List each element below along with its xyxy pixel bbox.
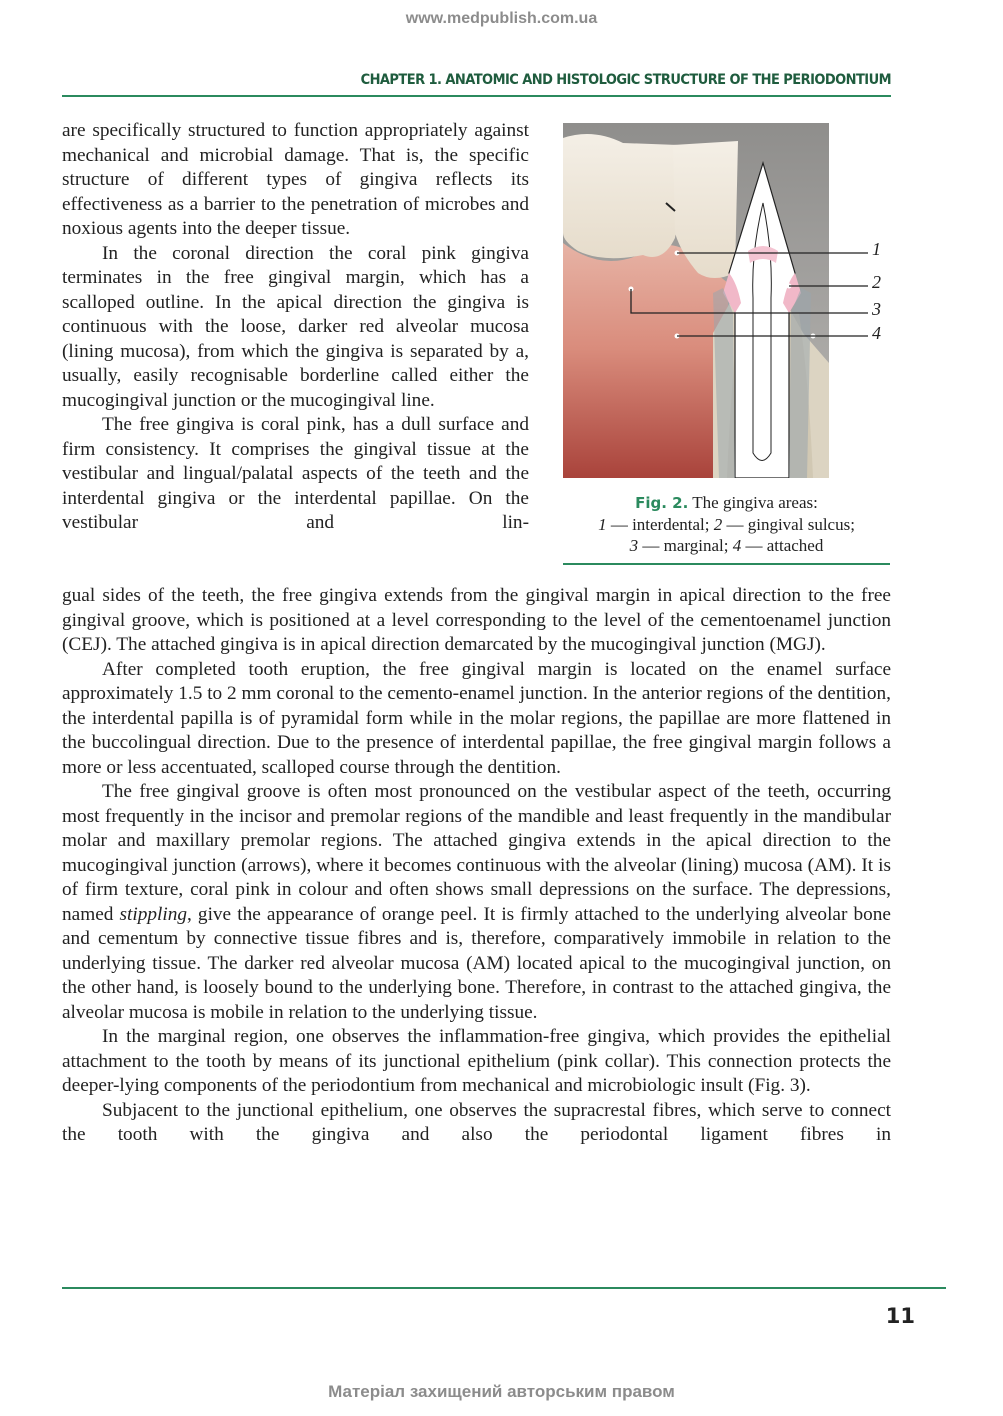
paragraph: Subjacent to the junctional epithelium, one observes the supracrestal fibres, which serve to connect the tooth with the gingiva and also the periodontal ligament fibres in <box>62 1099 891 1145</box>
paragraph: In the coronal direction the coral pink gingiva terminates in the free gingival margin, which has a scalloped outline. In the apical direction the gingiva is continuous with the loose, darker red alveolar mucosa (lining mucosa), from which the gingiva is separated by a, usually, easily recognisable borderline called either the mucogingival junction or the mucogingival line. <box>62 242 529 411</box>
figure-caption <box>563 492 890 556</box>
footer-rule <box>62 1287 946 1289</box>
stippling-after: , give the appearance of orange peel. It is firmly attached to the underlying alveolar bone and cementum by connective tissue fibres and is, therefore, comparatively immobile in relation to the underlying tissue. The darker red alveolar mucosa (AM) located apical to the mucogingival junction, on the other hand, is loosely bound to the underlying bone. Therefore, in contrast to the attached gingiva, the alveolar mucosa is mobile in relation to the underlying tissue. <box>62 903 891 1023</box>
paragraph: After completed tooth eruption, the free gingival margin is located on the enamel surface approximately 1.5 to 2 mm coronal to the cemento-enamel junction. In the anterior regions of the dentition, the interdental papilla is of pyramidal form while in the molar regions, the papillae are more flattened in the buccolingual direction. Due to the presence of interdental papillae, the free gingival margin follows a more or less accentuated, scalloped course through the dentition. <box>62 658 891 778</box>
paragraph: are specifically structured to function appropriately against mechanical and microbial damage. That is, the specific structure of different types of gingiva reflects its effectiveness as a barrier to the penetration of microbes and noxious agents into the deeper tissue. <box>62 120 529 239</box>
caption-item-text: — interdental; <box>606 515 714 534</box>
pointer-dot-3 <box>629 287 634 292</box>
figure-label-4: 4 <box>872 323 881 343</box>
pointer-dot-4b <box>811 334 816 339</box>
pointer-dot-1 <box>675 251 680 256</box>
incisor-left <box>563 134 680 258</box>
gingiva-illustration <box>563 123 829 478</box>
pointer-dot-2 <box>787 284 792 289</box>
header-rule <box>62 95 891 97</box>
running-head: CHAPTER 1. ANATOMIC AND HISTOLOGIC STRUCTURE OF THE PERIODONTIUM <box>360 72 891 88</box>
page-number: 11 <box>885 1304 915 1328</box>
figure-caption-tag: Fig. 2. <box>635 494 689 512</box>
paragraph: In the marginal region, one observes the inflammation-free gingiva, which provides the epithelial attachment to the tooth by means of its junctional epithelium (pink collar). This connection protects the deeper-lying components of the periodontium from mechanical and microbiologic insult (Fig. 3). <box>62 1026 891 1096</box>
paragraph-free-gingiva-continued: gual sides of the teeth, the free gingiva extends from the gingival margin in apical direction to the free gingival groove, which is positioned at a level corresponding to the level of the cementoenamel junction (CEJ). The attached gingiva is in apical direction demarcated by the mucogingival junction (MGJ). <box>62 585 891 655</box>
pulp-canal <box>753 203 772 461</box>
caption-item-text: — gingival sulcus; <box>722 515 855 534</box>
gingiva-tissue <box>563 243 728 478</box>
pointer-dot-4 <box>675 334 680 339</box>
figure-caption-title: The gingiva areas: <box>688 493 818 512</box>
caption-item-text: — marginal; <box>638 536 733 555</box>
caption-item-num: 3 <box>629 536 639 555</box>
gingiva-figure <box>563 123 829 478</box>
watermark-top: www.medpublish.com.ua <box>405 10 598 27</box>
caption-item-num: 4 <box>732 536 742 555</box>
paragraph-free-gingiva-start: The free gingiva is coral pink, has a dull surface and firm consistency. It comprises the gingival tissue at the vestibular and lingual/palatal aspects of the teeth and the interdental gingiva or the interdental papillae. On the vestibular and lin- <box>62 414 529 533</box>
figure-label-3: 3 <box>872 299 881 319</box>
watermark-bottom: Матеріал захищений авторським правом <box>328 1382 675 1401</box>
left-column <box>62 119 529 536</box>
stippling-before: The free gingival groove is often most pronounced on the vestibular aspect of the teeth, occurring most frequently in the incisor and premolar regions of the mandible and least frequently in the mandibular molar and maxillary premolar regions. The attached gingiva extends in the apical direction to the mucogingival junction (arrows), where it becomes continuous with the alveolar (lining) mucosa (AM). It is of firm texture, coral pink in colour and often shows small depressions on the surface. The depressions, named <box>62 781 891 925</box>
caption-rule <box>563 563 890 565</box>
figure-label-1: 1 <box>872 239 881 259</box>
paragraph-stippling <box>62 780 891 1025</box>
caption-item-num: 1 <box>598 515 607 534</box>
full-width-text <box>62 584 891 1148</box>
caption-item-num: 2 <box>713 515 723 534</box>
figure-label-2: 2 <box>872 272 881 292</box>
stippling-term: stippling <box>119 903 187 925</box>
caption-item-text: — attached <box>741 536 824 555</box>
